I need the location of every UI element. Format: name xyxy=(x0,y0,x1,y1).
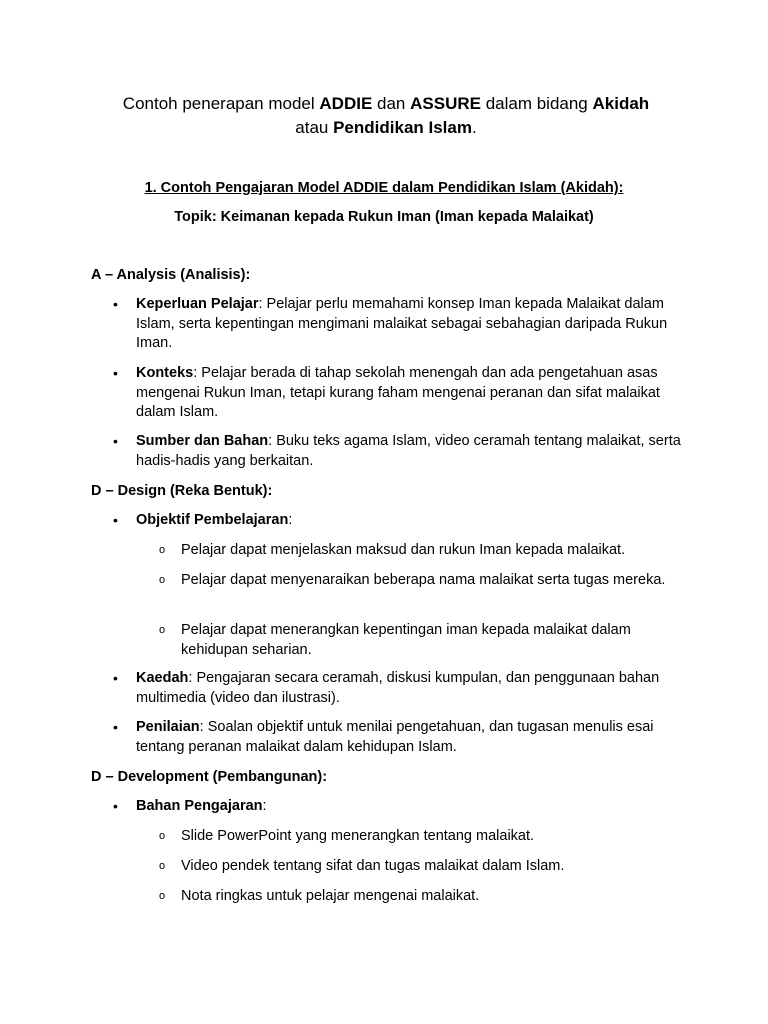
title-pendidikan: Pendidikan Islam xyxy=(333,118,472,137)
sub-bullet-marker: o xyxy=(159,890,166,902)
list-item xyxy=(136,797,696,817)
sub-bullet-marker: o xyxy=(159,860,166,872)
title-part-3: dalam bidang xyxy=(480,94,593,113)
item-text: : xyxy=(262,798,267,814)
sub-bullet-marker: o xyxy=(159,624,166,636)
title-part-1: Contoh penerapan model xyxy=(122,94,320,113)
item-text: : Pelajar berada di tahap sekolah menengah dan ada pengetahuan asas mengenai Rukun Iman, tetapi kurang faham mengenai peranan dan sifat malaikat dalam Islam. xyxy=(136,365,660,420)
title-assure: ASSURE xyxy=(410,94,481,113)
list-item xyxy=(136,718,696,757)
sub-list-item: Pelajar dapat menyenaraikan beberapa nama malaikat serta tugas mereka. xyxy=(181,572,666,588)
list-item xyxy=(136,511,696,531)
list-item xyxy=(136,669,696,708)
item-text: : Soalan objektif untuk menilai pengetahuan, dan tugasan menulis esai tentang peranan malaikat dalam kehidupan Islam. xyxy=(136,719,654,755)
item-label: Bahan Pengajaran xyxy=(136,798,263,814)
bullet-marker: • xyxy=(113,365,118,381)
item-label: Konteks xyxy=(136,365,194,381)
list-item xyxy=(136,295,696,354)
title-addie: ADDIE xyxy=(319,94,373,113)
sub-list-item: Pelajar dapat menerangkan kepentingan iman kepada malaikat dalam kehidupan seharian. xyxy=(181,622,631,658)
bullet-marker: • xyxy=(113,798,118,814)
bullet-marker: • xyxy=(113,719,118,735)
item-label: Sumber dan Bahan xyxy=(136,433,269,449)
bullet-marker: • xyxy=(113,512,118,528)
development-heading: D – Development (Pembangunan): xyxy=(91,769,328,785)
title-part-4: atau xyxy=(295,118,334,137)
title-part-5: . xyxy=(471,118,477,137)
item-label: Kaedah xyxy=(136,670,189,686)
sub-list-item: Nota ringkas untuk pelajar mengenai malaikat. xyxy=(181,888,480,904)
item-label: Keperluan Pelajar xyxy=(136,296,259,312)
analysis-heading: A – Analysis (Analisis): xyxy=(91,267,251,283)
section-heading: 1. Contoh Pengajaran Model ADDIE dalam Pendidikan Islam (Akidah): xyxy=(144,180,624,196)
item-label: Penilaian xyxy=(136,719,200,735)
sub-list-item: Video pendek tentang sifat dan tugas malaikat dalam Islam. xyxy=(181,858,565,874)
title-akidah: Akidah xyxy=(592,94,650,113)
bullet-marker: • xyxy=(113,296,118,312)
sub-bullet-marker: o xyxy=(159,544,166,556)
title-part-2: dan xyxy=(372,94,411,113)
item-text: : xyxy=(288,512,293,528)
bullet-marker: • xyxy=(113,670,118,686)
design-heading: D – Design (Reka Bentuk): xyxy=(91,483,273,499)
sub-bullet-marker: o xyxy=(159,830,166,842)
item-text: : Pengajaran secara ceramah, diskusi kumpulan, dan penggunaan bahan multimedia (video dan ilustrasi). xyxy=(136,670,660,706)
list-item xyxy=(136,364,696,423)
sub-list-item: Pelajar dapat menjelaskan maksud dan rukun Iman kepada malaikat. xyxy=(181,542,626,558)
list-item xyxy=(136,432,696,471)
bullet-marker: • xyxy=(113,433,118,449)
item-label: Objektif Pembelajaran xyxy=(136,512,289,528)
item-text: : Pelajar perlu memahami konsep Iman kepada Malaikat dalam Islam, serta kepentingan mengimani malaikat sebagai sebahagian daripada Rukun Iman. xyxy=(136,296,668,351)
sub-list-item: Slide PowerPoint yang menerangkan tentang malaikat. xyxy=(181,828,535,844)
topic-heading: Topik: Keimanan kepada Rukun Iman (Iman kepada Malaikat) xyxy=(174,209,594,225)
item-text: : Buku teks agama Islam, video ceramah tentang malaikat, serta hadis-hadis yang berkaitan. xyxy=(136,433,681,469)
document-title xyxy=(0,92,768,140)
sub-bullet-marker: o xyxy=(159,574,166,586)
